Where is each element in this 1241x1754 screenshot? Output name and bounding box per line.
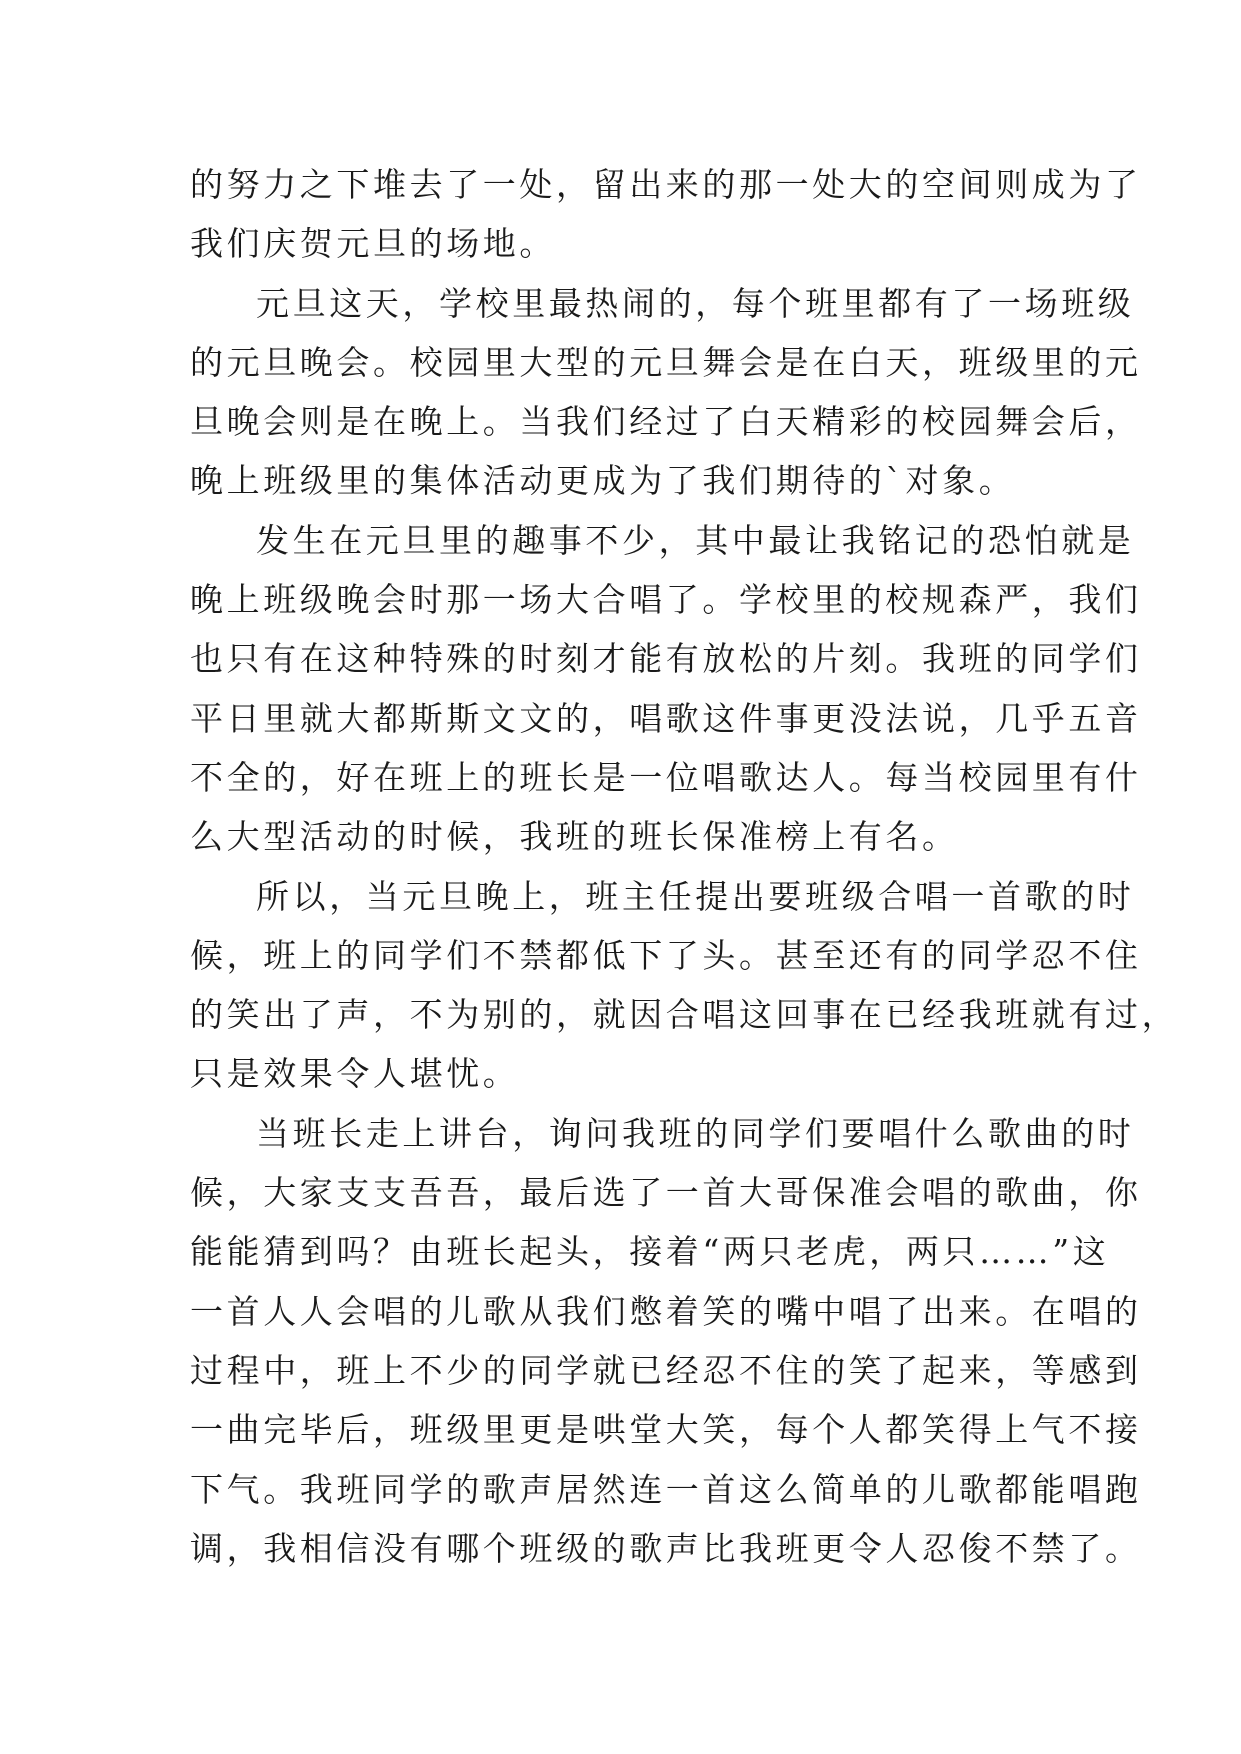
text-line: 候，大家支支吾吾，最后选了一首大哥保准会唱的歌曲，你: [190, 1173, 1142, 1213]
text-line: 旦晚会则是在晚上。当我们经过了白天精彩的校园舞会后，: [190, 402, 1142, 442]
text-line: 的元旦晚会。校园里大型的元旦舞会是在白天，班级里的元: [190, 342, 1142, 382]
text-line: 不全的，好在班上的班长是一位唱歌达人。每当校园里有什: [190, 757, 1142, 797]
text-line: 元旦这天，学校里最热闹的，每个班里都有了一场班级: [256, 283, 1135, 323]
text-line: 所以，当元旦晚上，班主任提出要班级合唱一首歌的时: [256, 876, 1135, 916]
document-body: [190, 155, 1179, 1578]
text-line: 下气。我班同学的歌声居然连一首这么简单的儿歌都能唱跑: [190, 1469, 1142, 1509]
text-line: 候，班上的同学们不禁都低下了头。甚至还有的同学忍不住: [190, 935, 1142, 975]
text-line: 晚上班级晚会时那一场大合唱了。学校里的校规森严，我们: [190, 580, 1142, 620]
text-line: 一曲完毕后，班级里更是哄堂大笑，每个人都笑得上气不接: [190, 1410, 1142, 1450]
text-line: 发生在元旦里的趣事不少，其中最让我铭记的恐怕就是: [256, 520, 1135, 560]
text-line: 么大型活动的时候，我班的班长保准榜上有名。: [190, 817, 959, 857]
text-line: 只是效果令人堪忧。: [190, 1054, 520, 1094]
text-line: 能能猜到吗？由班长起头，接着“两只老虎，两只……”这: [190, 1232, 1110, 1272]
text-line: 我们庆贺元旦的场地。: [190, 224, 556, 264]
text-line: 调，我相信没有哪个班级的歌声比我班更令人忍俊不禁了。: [190, 1528, 1142, 1568]
text-line: 的笑出了声，不为别的，就因合唱这回事在已经我班就有过，: [190, 995, 1179, 1035]
text-line: 平日里就大都斯斯文文的，唱歌这件事更没法说，几乎五音: [190, 698, 1142, 738]
text-line: 一首人人会唱的儿歌从我们憋着笑的嘴中唱了出来。在唱的: [190, 1291, 1142, 1331]
text-line: 的努力之下堆去了一处，留出来的那一处大的空间则成为了: [190, 165, 1142, 204]
text-line: 也只有在这种特殊的时刻才能有放松的片刻。我班的同学们: [190, 639, 1142, 679]
text-line: 晚上班级里的集体活动更成为了我们期待的`对象。: [190, 461, 1016, 501]
text-line: 当班长走上讲台，询问我班的同学们要唱什么歌曲的时: [256, 1113, 1135, 1153]
text-line: 过程中，班上不少的同学就已经忍不住的笑了起来，等感到: [190, 1350, 1142, 1390]
